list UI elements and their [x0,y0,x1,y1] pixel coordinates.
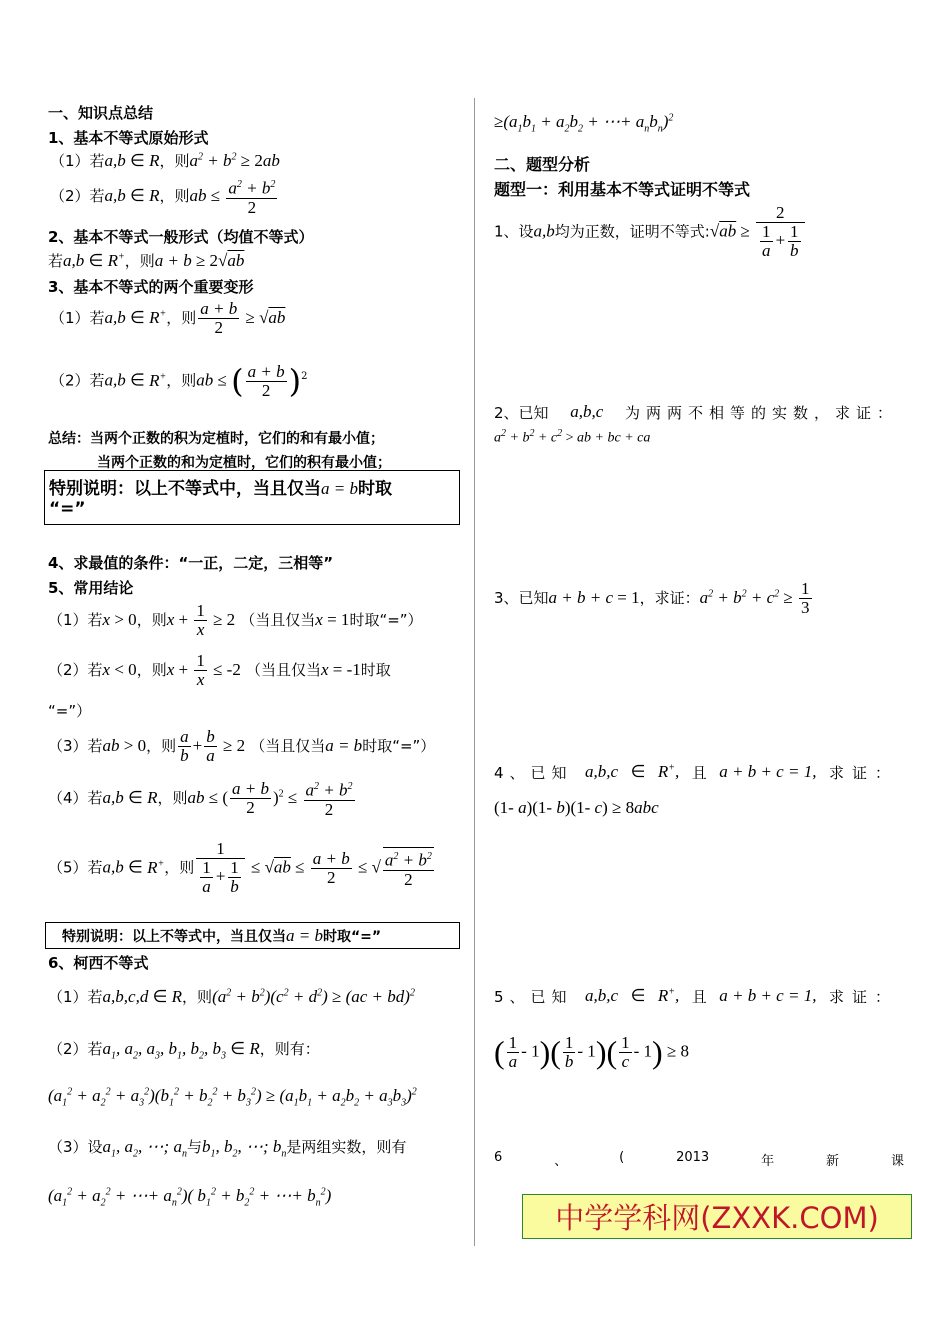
cauchy-3-formula-cont: $\ge(a_1b_1 + a_2b_2$ + ⋯+ $a_nb_n)^2$ [494,112,674,135]
conclusion-3: （3）若ab > 0，则 $\frac{a}{b}$ + $\frac{b}{a}$ ≥ 2 （当且仅当a = b时取“=”） [48,727,436,765]
formula-1-2: （2）若a,b ∈ R，则ab ≤ $\frac{a^2 + b^2}{2}$ [50,176,279,217]
special-note-eq: “=” [49,499,86,519]
problem-5: 5、已知 a,b,c ∈ R+, 且 a + b + c = 1, 求证： [494,986,898,1006]
cauchy-3: （3）设$a_1$, $a_2$, ⋯; $a_n$与$b_1$, $b_2$, ⋯; $b_n$是两组实数，则有 [48,1137,407,1160]
section-title-1: 一、知识点总结 [48,104,154,122]
column-divider [474,98,475,1246]
heading-3: 3、基本不等式的两个重要变形 [48,278,254,296]
conclusion-2-tail: “=”） [48,702,92,720]
site-logo-banner [522,1194,912,1239]
heading-2: 2、基本不等式一般形式（均值不等式） [48,228,314,246]
formula-1-1: （1）若a,b ∈ R，则$a^2 + b^2 \ge 2ab$ [50,151,280,170]
conclusion-1: （1）若x > 0，则x + $\frac{1}{x}$ ≥ 2 （当且仅当x = 1时取“=”） [48,601,423,639]
problem-2-formula: $a^2 + b^2 + c^2$ > ab + bc + ca [494,428,651,446]
problem-4-formula: (1- a)(1- b)(1- c) ≥ 8abc [494,798,659,817]
cauchy-2-formula: $(a_1^2 + a_2^2 + a_3^2)(b_1^2 + b_2^2 + b_3^2) \ge (a_1b_1 + a_2b_2 + a_3b_3)^2$ [48,1086,417,1109]
problem-4: 4、已知 a,b,c ∈ R+, 且 a + b + c = 1, 求证： [494,762,898,782]
summary-line-1: 总结：当两个正数的积为定植时，它们的和有最小值； [48,431,384,447]
heading-1: 1、基本不等式原始形式 [48,129,209,147]
problem-2: 2、已知 a,b,c 为两两不相等的实数，求证： [494,402,898,422]
conclusion-4: （4）若a,b ∈ R，则ab ≤ ( $\frac{a + b}{2}$ )$^2$ ≤ $\frac{a^2 + b^2}{2}$ [48,778,353,819]
conclusion-2: （2）若x < 0，则x + $\frac{1}{x}$ ≤ -2 （当且仅当x = -1时取 [48,651,391,689]
heading-5: 5、常用结论 [48,579,134,597]
special-note-2: 特别说明：以上不等式中，当且仅当a = b时取“=” [62,926,382,945]
heading-4: 4、求最值的条件：“一正，二定，三相等” [48,554,334,572]
site-logo-text: 中学学科网(ZXXK.COM) [555,1201,879,1235]
formula-2: 若a,b ∈ R+，则a + b ≥ 2√ab [48,251,245,270]
special-note-text: 特别说明：以上不等式中，当且仅当a = b时取 [49,479,392,499]
formula-3-2: （2）若a,b ∈ R+，则ab ≤ ( $\frac{a + b}{2}$ )$^2$ [50,361,308,400]
cauchy-2: （2）若$a_1$, $a_2$, $a_3$, $b_1$, $b_2$, $b_3$ ∈ R，则有： [48,1039,320,1062]
problem-5-formula: ( $\frac{1}{a}$ - 1)( $\frac{1}{b}$ - 1)( $\frac{1}{c}$ - 1) ≥ 8 [494,1033,690,1071]
problem-6-header: 6 、 ( 2013 年 新 课 [494,1150,904,1169]
formula-3-1: （1）若a,b ∈ R+，则 $\frac{a + b}{2}$ ≥ √ab [50,299,286,337]
summary-line-2: 当两个正数的和为定植时，它们的积有最小值； [97,455,391,471]
type-1-title: 题型一：利用基本不等式证明不等式 [494,180,751,199]
cauchy-3-formula: ($a_1^2 + a_2^2$ + ⋯+ $a_n^2$)( $b_1^2 + b_2^2$ + ⋯+ $b_n^2$) [48,1186,332,1209]
heading-6: 6、柯西不等式 [48,954,149,972]
section-title-2: 二、题型分析 [494,155,591,174]
conclusion-5: （5）若a,b ∈ R+，则 1 $\frac{1}{a}$ + $\frac{1}{b}$ ≤ √ab ≤ $\frac{a + b}{2}$ ≤ √ $\frac{a^2 + b^2}{2}$ [48,839,432,896]
problem-3: 3、已知a + b + c = 1，求证：$a^2 + b^2 + c^2$ ≥ $\frac{1}{3}$ [494,579,810,617]
cauchy-1: （1）若a,b,c,d ∈ R，则$(a^2 + b^2)(c^2 + d^2) \ge (ac + bd)^2$ [48,987,415,1006]
problem-1: 1、设a,b均为正数，证明不等式:√ab ≥ 2 $\frac{1}{a}$ + $\frac{1}{b}$ [494,204,807,260]
